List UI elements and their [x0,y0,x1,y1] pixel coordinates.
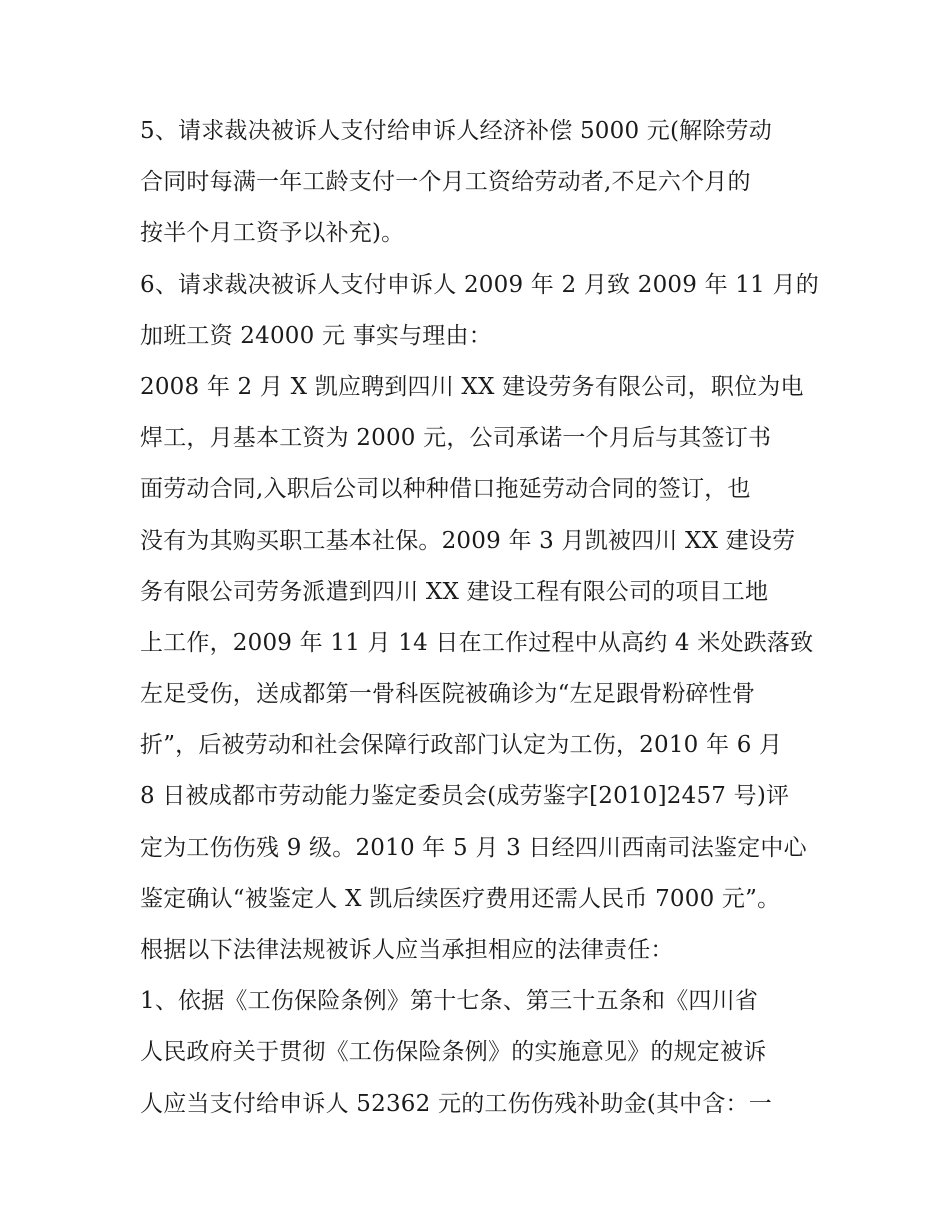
text-line: 人民政府关于贯彻《工伤保险条例》的实施意见》的规定被诉 [140,1039,767,1066]
document-body [140,106,820,1130]
text-line: 根据以下法律法规被诉人应当承担相应的法律责任： [140,937,674,963]
text-line: 2008 年 2 月 X 凯应聘到四川 XX 建设劳务有限公司，职位为电 [140,373,804,400]
text-line: 5、请求裁决被诉人支付给申诉人经济补偿 5000 元(解除劳动 [140,118,772,144]
text-line: 加班工资 24000 元 事实与理由： [140,322,492,349]
text-line: 上工作，2009 年 11 月 14 日在工作过程中从高约 4 米处跌落致 [140,629,814,656]
text-line: 折”，后被劳动和社会保障行政部门认定为工伤，2010 年 6 月 [140,732,783,759]
text-line: 左足受伤，送成都第一骨科医院被确诊为“左足跟骨粉碎性骨 [140,681,756,708]
text-line: 焊工，月基本工资为 2000 元，公司承诺一个月后与其签订书 [140,425,772,452]
text-line: 6、请求裁决被诉人支付申诉人 2009 年 2 月致 2009 年 11 月的 [140,271,819,298]
text-line: 面劳动合同,入职后公司以种种借口拖延劳动合同的签订，也 [140,476,751,503]
text-line: 鉴定确认“被鉴定人 X 凯后续医疗费用还需人民币 7000 元”。 [140,885,781,912]
text-line: 务有限公司劳务派遣到四川 XX 建设工程有限公司的项目工地 [140,578,769,605]
text-line: 按半个月工资予以补充)。 [140,220,405,247]
text-line: 定为工伤伤残 9 级。2010 年 5 月 3 日经四川西南司法鉴定中心 [140,834,807,861]
text-line: 没有为其购买职工基本社保。2009 年 3 月凯被四川 XX 建设劳 [140,527,796,554]
text-line: 合同时每满一年工龄支付一个月工资给劳动者,不足六个月的 [140,169,751,196]
text-line: 8 日被成都市劳动能力鉴定委员会(成劳鉴字[2010]2457 号)评 [140,783,790,810]
text-line: 1、依据《工伤保险条例》第十七条、第三十五条和《四川省 [140,988,759,1015]
text-line: 人应当支付给申诉人 52362 元的工伤伤残补助金(其中含：一 [140,1090,772,1117]
